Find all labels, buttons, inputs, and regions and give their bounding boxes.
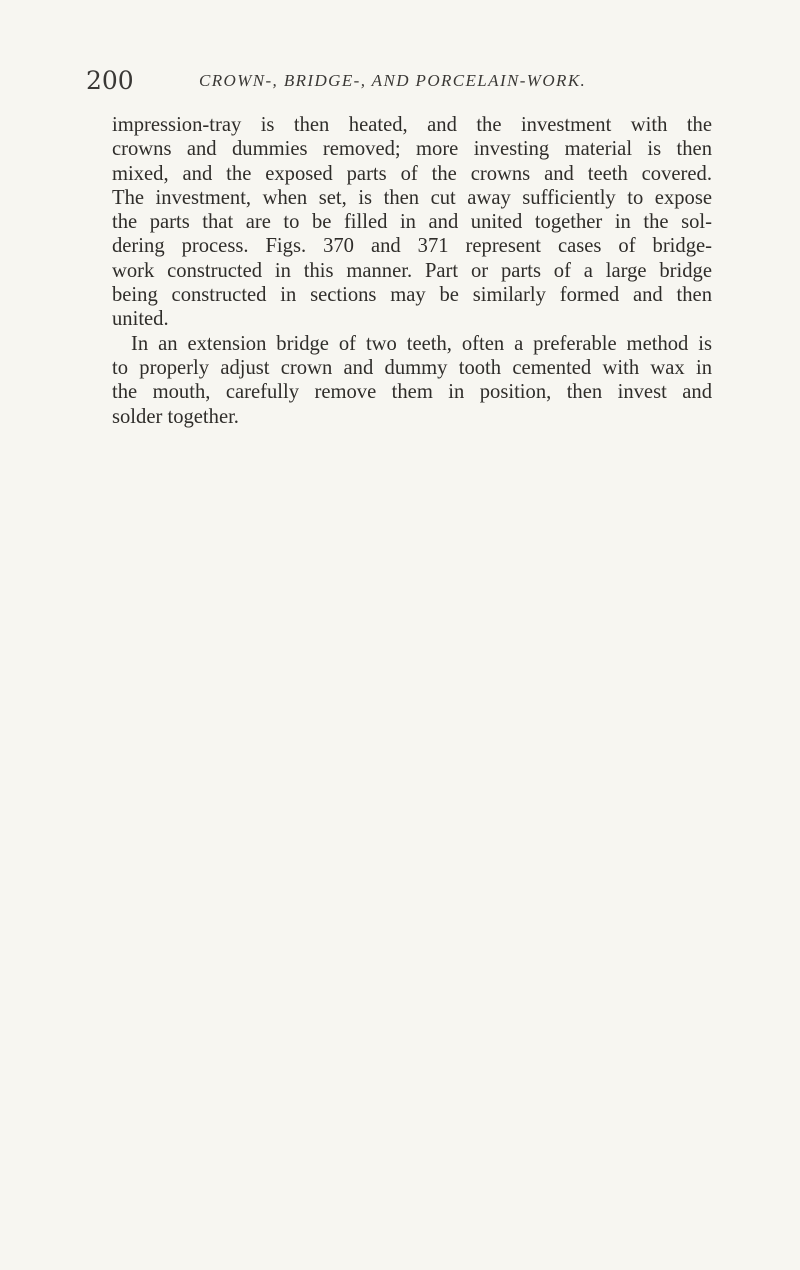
text-line: In an extension bridge of two teeth, often a preferable method is — [131, 332, 712, 355]
text-line: the mouth, carefully remove them in position, then invest and — [112, 381, 712, 404]
text-line: dering process. Figs. 370 and 371 represent cases of bridge- — [112, 235, 712, 258]
running-title: CROWN-, BRIDGE-, AND PORCELAIN-WORK. — [199, 71, 587, 90]
body-text — [112, 113, 712, 429]
paragraph-2 — [112, 332, 712, 429]
text-line: crowns and dummies removed; more investing material is then — [112, 138, 712, 161]
text-line: the parts that are to be filled in and united together in the sol- — [112, 211, 712, 234]
text-line: to properly adjust crown and dummy tooth cemented with wax in — [112, 356, 712, 379]
text-line: solder together. — [112, 405, 239, 428]
text-line: work constructed in this manner. Part or parts of a large bridge — [112, 259, 712, 282]
paragraph-1 — [112, 113, 712, 332]
text-line: impression-tray is then heated, and the investment with the — [112, 114, 712, 136]
page-number: 200 — [86, 66, 134, 95]
text-line: united. — [112, 308, 169, 331]
text-line: mixed, and the exposed parts of the crowns and teeth covered. — [112, 162, 712, 185]
text-line: The investment, when set, is then cut away sufficiently to expose — [112, 186, 712, 209]
page-header — [86, 66, 726, 96]
text-line: being constructed in sections may be similarly formed and then — [112, 284, 712, 307]
